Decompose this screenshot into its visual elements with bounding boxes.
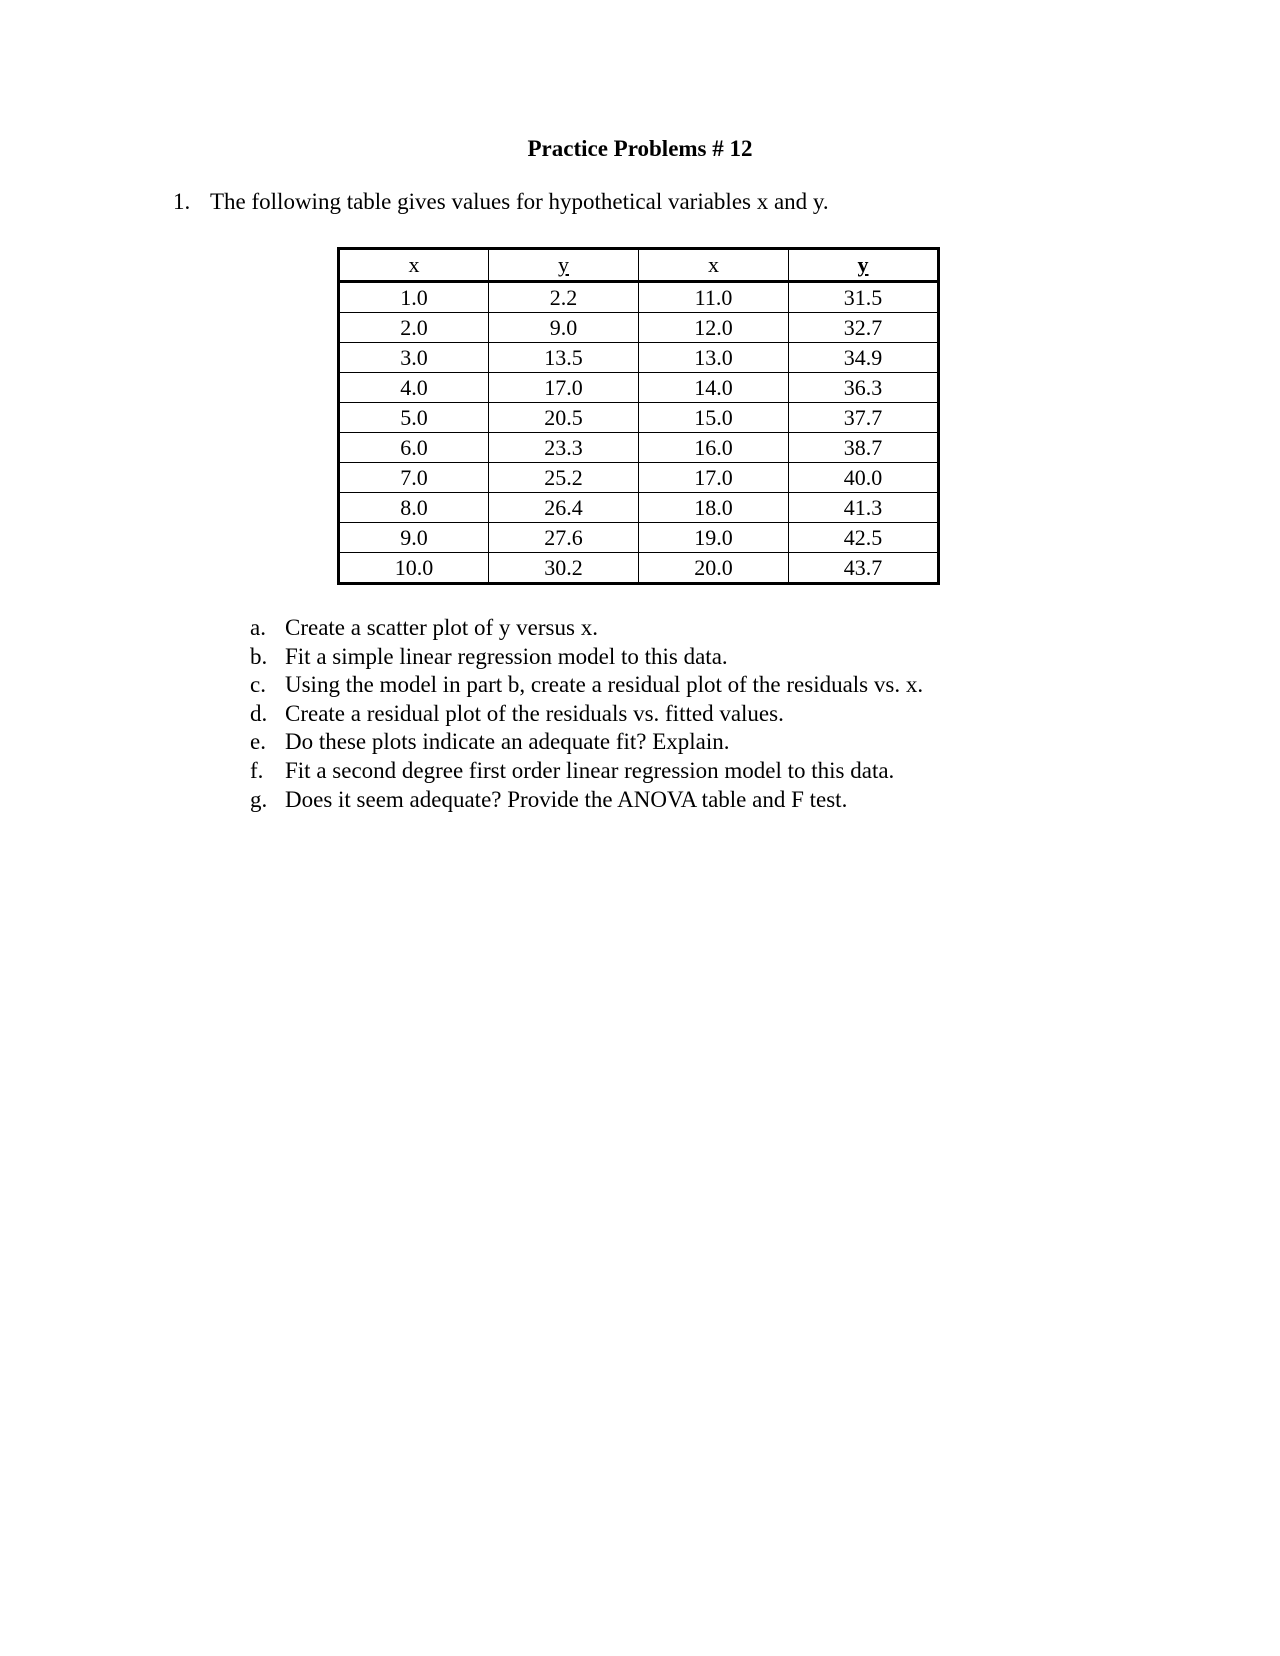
table-header-row xyxy=(339,249,939,282)
sub-question-a xyxy=(250,614,923,643)
sub-question-b xyxy=(250,643,923,672)
table-cell: 25.2 xyxy=(489,463,639,493)
table-cell: 9.0 xyxy=(489,313,639,343)
table-cell: 43.7 xyxy=(789,553,939,584)
table-cell: 36.3 xyxy=(789,373,939,403)
table-cell: 31.5 xyxy=(789,282,939,313)
table-cell: 12.0 xyxy=(639,313,789,343)
sub-question-text: Do these plots indicate an adequate fit? Explain. xyxy=(285,729,730,755)
sub-question-text: Create a scatter plot of y versus x. xyxy=(285,615,598,640)
sub-question-text: Fit a second degree first order linear regression model to this data. xyxy=(285,757,895,783)
table-cell: 30.2 xyxy=(489,553,639,584)
table-cell: 19.0 xyxy=(639,523,789,553)
problem-number: 1. xyxy=(173,189,191,214)
sub-question-letter: d. xyxy=(250,700,268,726)
table-cell: 34.9 xyxy=(789,343,939,373)
table-cell: 15.0 xyxy=(639,403,789,433)
table-cell: 7.0 xyxy=(339,463,489,493)
table-cell: 2.2 xyxy=(489,282,639,313)
table-cell: 32.7 xyxy=(789,313,939,343)
problem-statement xyxy=(173,188,829,216)
sub-question-letter: e. xyxy=(250,729,266,755)
table-cell: 38.7 xyxy=(789,433,939,463)
table-cell: 20.0 xyxy=(639,553,789,584)
sub-question-g xyxy=(250,786,923,815)
sub-question-letter: f. xyxy=(250,757,264,783)
table-cell: 26.4 xyxy=(489,493,639,523)
column-header-y2: y xyxy=(789,249,939,282)
table-row xyxy=(339,523,939,553)
table-cell: 5.0 xyxy=(339,403,489,433)
table-row xyxy=(339,433,939,463)
sub-question-text: Does it seem adequate? Provide the ANOVA table and F test. xyxy=(285,786,848,812)
table-cell: 13.0 xyxy=(639,343,789,373)
sub-question-e xyxy=(250,728,923,757)
table-cell: 13.5 xyxy=(489,343,639,373)
sub-question-d xyxy=(250,700,923,729)
table-cell: 27.6 xyxy=(489,523,639,553)
table-cell: 37.7 xyxy=(789,403,939,433)
table-cell: 20.5 xyxy=(489,403,639,433)
sub-question-text: Fit a simple linear regression model to this data. xyxy=(285,643,728,669)
table-cell: 41.3 xyxy=(789,493,939,523)
table-cell: 16.0 xyxy=(639,433,789,463)
table-cell: 9.0 xyxy=(339,523,489,553)
table-cell: 11.0 xyxy=(639,282,789,313)
table-cell: 1.0 xyxy=(339,282,489,313)
table-cell: 6.0 xyxy=(339,433,489,463)
sub-question-f xyxy=(250,757,923,786)
table-row xyxy=(339,553,939,584)
column-header-y1: y xyxy=(489,249,639,282)
sub-question-letter: g. xyxy=(250,786,268,812)
column-header-x2: x xyxy=(639,249,789,282)
sub-question-letter: c. xyxy=(250,672,266,698)
table-cell: 14.0 xyxy=(639,373,789,403)
data-table xyxy=(337,247,940,585)
table-cell: 8.0 xyxy=(339,493,489,523)
table-row xyxy=(339,373,939,403)
sub-question-text: Create a residual plot of the residuals vs. fitted values. xyxy=(285,700,784,726)
column-header-x1: x xyxy=(339,249,489,282)
sub-question-c xyxy=(250,671,923,700)
table-cell: 18.0 xyxy=(639,493,789,523)
table-row xyxy=(339,343,939,373)
table-cell: 10.0 xyxy=(339,553,489,584)
table-row xyxy=(339,313,939,343)
table-row xyxy=(339,282,939,313)
sub-question-letter: a. xyxy=(250,615,266,640)
table-cell: 40.0 xyxy=(789,463,939,493)
sub-question-list xyxy=(250,614,923,814)
problem-text: The following table gives values for hypothetical variables x and y. xyxy=(210,189,829,214)
sub-question-letter: b. xyxy=(250,643,268,669)
table-cell: 4.0 xyxy=(339,373,489,403)
page-title: Practice Problems # 12 xyxy=(527,136,753,161)
table-row xyxy=(339,403,939,433)
table-row xyxy=(339,463,939,493)
table-cell: 23.3 xyxy=(489,433,639,463)
table-cell: 2.0 xyxy=(339,313,489,343)
sub-question-text: Using the model in part b, create a residual plot of the residuals vs. x. xyxy=(285,672,924,698)
table-cell: 3.0 xyxy=(339,343,489,373)
table-row xyxy=(339,493,939,523)
table-cell: 17.0 xyxy=(639,463,789,493)
table-cell: 42.5 xyxy=(789,523,939,553)
table-cell: 17.0 xyxy=(489,373,639,403)
